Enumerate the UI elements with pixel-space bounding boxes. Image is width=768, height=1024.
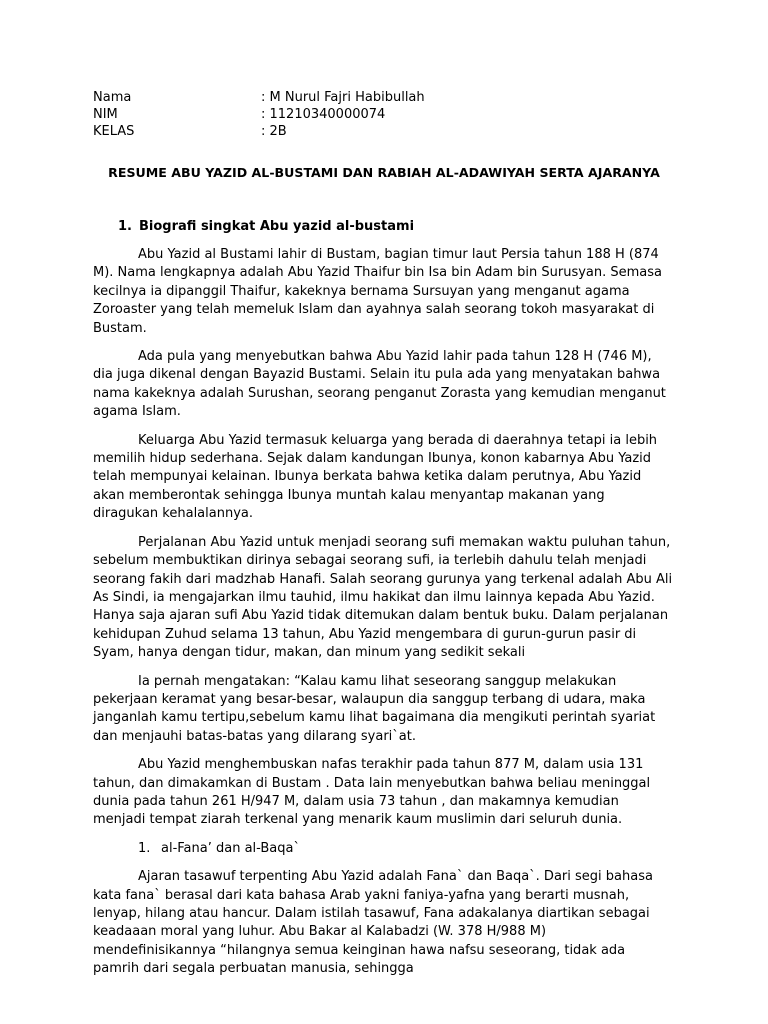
- document-body: [93, 246, 673, 989]
- info-value: : 2B: [261, 124, 287, 139]
- student-info: [93, 89, 425, 140]
- subheading-text: al-Fana’ dan al-Baqa`: [161, 840, 300, 856]
- subheading: [93, 840, 673, 858]
- info-label: Nama: [93, 90, 132, 105]
- info-label: NIM: [93, 107, 118, 122]
- section-number: 1.: [118, 219, 132, 234]
- section-heading-text: Biografi singkat Abu yazid al-bustami: [139, 219, 415, 234]
- info-value: : 11210340000074: [261, 107, 386, 122]
- paragraph: Ada pula yang menyebutkan bahwa Abu Yazid lahir pada tahun 128 H (746 M), dia juga dikenal dengan Bayazid Bustami. Selain itu pula ada yang menyatakan bahwa nama kakeknya adalah Surushan, seorang penganut Zorasta yang kemudian menganut agama Islam.: [93, 349, 666, 420]
- paragraph: Perjalanan Abu Yazid untuk menjadi seorang sufi memakan waktu puluhan tahun, sebelum membuktikan dirinya sebagai seorang sufi, ia terlebih dahulu telah menjadi seorang fakih dari madzhab Hanafi. Salah seorang gurunya yang terkenal adalah Abu Ali As Sindi, ia mengajarkan ilmu tauhid, ilmu hakikat dan ilmu lainnya kepada Abu Yazid. Hanya saja ajaran sufi Abu Yazid tidak ditemukan dalam bentuk buku. Dalam perjalanan kehidupan Zuhud selama 13 tahun, Abu Yazid mengembara di gurun-gurun pasir di Syam, hanya dengan tidur, makan, dan minum yang sedikit sekali: [93, 534, 673, 661]
- document-title: RESUME ABU YAZID AL-BUSTAMI DAN RABIAH AL-ADAWIYAH SERTA AJARANYA: [108, 165, 660, 180]
- paragraph: Keluarga Abu Yazid termasuk keluarga yang berada di daerahnya tetapi ia lebih memilih hidup sederhana. Sejak dalam kandungan Ibunya, konon kabarnya Abu Yazid telah mempunyai kelainan. Ibunya berkata bahwa ketika dalam perutnya, Abu Yazid akan memberontak sehingga Ibunya muntah kalau menyantap makanan yang diragukan kehalalannya.: [93, 432, 658, 522]
- subheading-number: 1.: [138, 840, 151, 856]
- info-row-kelas: [93, 123, 425, 140]
- info-value: : M Nurul Fajri Habibullah: [261, 90, 425, 105]
- info-row-nim: [93, 106, 425, 123]
- info-row-nama: [93, 89, 425, 106]
- paragraph: Abu Yazid al Bustami lahir di Bustam, bagian timur laut Persia tahun 188 H (874 M). Nama lengkapnya adalah Abu Yazid Thaifur bin Isa bin Adam bin Surusyan. Semasa kecilnya ia dipanggil Thaifur, kakeknya bernama Sursuyan yang menganut agama Zoroaster yang telah memeluk Islam dan ayahnya salah seorang tokoh masyarakat di Bustam.: [93, 247, 663, 336]
- section-heading: [118, 219, 414, 234]
- paragraph: Ajaran tasawuf terpenting Abu Yazid adalah Fana` dan Baqa`. Dari segi bahasa kata fana` berasal dari kata bahasa Arab yakni faniya-yafna yang berarti musnah, lenyap, hilang atau hancur. Dalam istilah tasawuf, Fana adakalanya diartikan sebagai keadaaan moral yang luhur. Abu Bakar al Kalabadzi (W. 378 H/988 M) mendefinisikannya “hilangnya semua keinginan hawa nafsu seseorang, tidak ada pamrih dari segala perbuatan manusia, sehingga: [93, 869, 653, 977]
- info-label: KELAS: [93, 124, 135, 139]
- paragraph: Abu Yazid menghembuskan nafas terakhir pada tahun 877 M, dalam usia 131 tahun, dan dimakamkan di Bustam . Data lain menyebutkan bahwa beliau meninggal dunia pada tahun 261 H/947 M, dalam usia 73 tahun , dan makamnya kemudian menjadi tempat ziarah terkenal yang menarik kaum muslimin dari seluruh dunia.: [93, 757, 651, 828]
- paragraph: Ia pernah mengatakan: “Kalau kamu lihat seseorang sanggup melakukan pekerjaan keramat yang besar-besar, walaupun dia sanggup terbang di udara, maka janganlah kamu tertipu,sebelum kamu lihat bagaimana dia mengikuti perintah syariat dan menjauhi batas-batas yang dilarang syari`at.: [93, 673, 656, 744]
